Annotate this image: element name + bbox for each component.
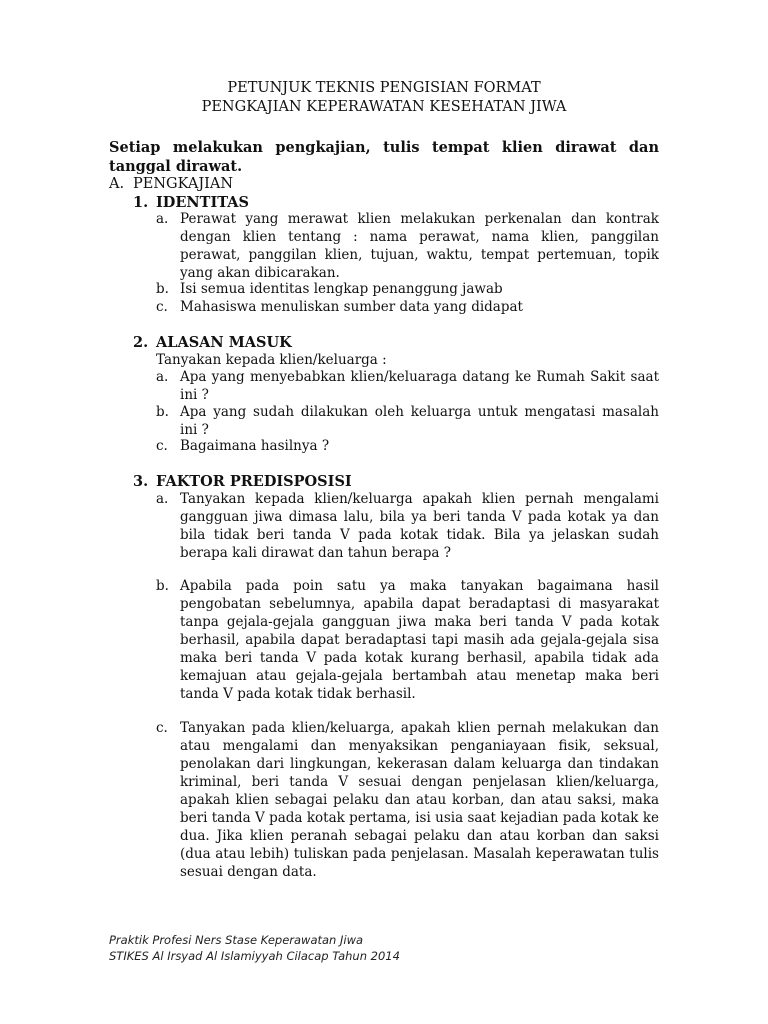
identitas-item-c-marker: c. <box>156 299 168 315</box>
identitas-item-a-marker: a. <box>156 211 169 227</box>
intro-instruction: Setiap melakukan pengkajian, tulis tempat klien dirawat dan tanggal dirawat. <box>109 139 659 175</box>
document-title-line-2: PENGKAJIAN KEPERAWATAN KESEHATAN JIWA <box>201 99 567 115</box>
alasan-item-a: Apa yang menyebabkan klien/keluaraga datang ke Rumah Sakit saat ini ? <box>180 369 659 403</box>
alasan-lead: Tanyakan kepada klien/keluarga : <box>156 352 387 368</box>
identitas-number: 1. <box>133 194 149 211</box>
faktor-item-c: Tanyakan pada klien/keluarga, apakah klien pernah melakukan dan atau mengalami dan menyaksikan penganiayaan fisik, seksual, penolakan dari lingkungan, kekerasan dalam keluarga dan tindakan kriminal, beri tanda V sesuai dengan penjelasan klien/keluarga, apakah klien sebagai pelaku dan atau korban, dan atau saksi, maka beri tanda V pada kotak pertama, isi usia saat kejadian pada kotak ke dua. Jika klien peranah sebagai pelaku dan atau korban dan saksi (dua atau lebih) tuliskan pada penjelasan. Masalah keperawatan tulis sesuai dengan data. <box>180 720 659 880</box>
faktor-number: 3. <box>133 473 149 490</box>
identitas-heading: IDENTITAS <box>156 194 249 211</box>
alasan-item-b: Apa yang sudah dilakukan oleh keluarga untuk mengatasi masalah ini ? <box>180 404 659 438</box>
document-title-line-1: PETUNJUK TEKNIS PENGISIAN FORMAT <box>227 80 541 96</box>
alasan-item-c: Bagaimana hasilnya ? <box>180 438 330 454</box>
faktor-item-c-marker: c. <box>156 720 168 736</box>
alasan-item-b-marker: b. <box>156 404 169 420</box>
section-a-heading: PENGKAJIAN <box>133 176 234 192</box>
section-a-marker: A. <box>109 176 125 192</box>
faktor-item-a-marker: a. <box>156 491 169 507</box>
identitas-item-c: Mahasiswa menuliskan sumber data yang didapat <box>180 299 523 315</box>
faktor-heading: FAKTOR PREDISPOSISI <box>156 473 352 490</box>
identitas-item-a: Perawat yang merawat klien melakukan perkenalan dan kontrak dengan klien tentang : nama perawat, nama klien, panggilan perawat, panggilan klien, tujuan, waktu, tempat pertemuan, topik yang akan dibicarakan. <box>180 211 659 281</box>
identitas-item-b: Isi semua identitas lengkap penanggung jawab <box>180 281 503 297</box>
faktor-item-b: Apabila pada poin satu ya maka tanyakan bagaimana hasil pengobatan sebelumnya, apabila dapat beradaptasi di masyarakat tanpa gejala-gejala gangguan jiwa maka beri tanda V pada kotak berhasil, apabila dapat beradaptasi tapi masih ada gejala-gejala sisa maka beri tanda V pada kotak kurang berhasil, apabila tidak ada kemajuan atau gejala-gejala bertambah atau menetap maka beri tanda V pada kotak tidak berhasil. <box>180 578 659 702</box>
identitas-item-b-marker: b. <box>156 281 169 297</box>
alasan-item-c-marker: c. <box>156 438 168 454</box>
alasan-heading: ALASAN MASUK <box>156 334 292 351</box>
alasan-number: 2. <box>133 334 149 351</box>
footer-line-1: Praktik Profesi Ners Stase Keperawatan Jiwa <box>109 933 364 947</box>
faktor-item-a: Tanyakan kepada klien/keluarga apakah klien pernah mengalami gangguan jiwa dimasa lalu, bila ya beri tanda V pada kotak ya dan bila tidak beri tanda V pada kotak tidak. Bila ya jelaskan sudah berapa kali dirawat dan tahun berapa ? <box>180 491 659 561</box>
alasan-item-a-marker: a. <box>156 369 169 385</box>
footer-line-2: STIKES Al Irsyad Al Islamiyyah Cilacap Tahun 2014 <box>109 949 400 963</box>
faktor-item-b-marker: b. <box>156 578 169 594</box>
